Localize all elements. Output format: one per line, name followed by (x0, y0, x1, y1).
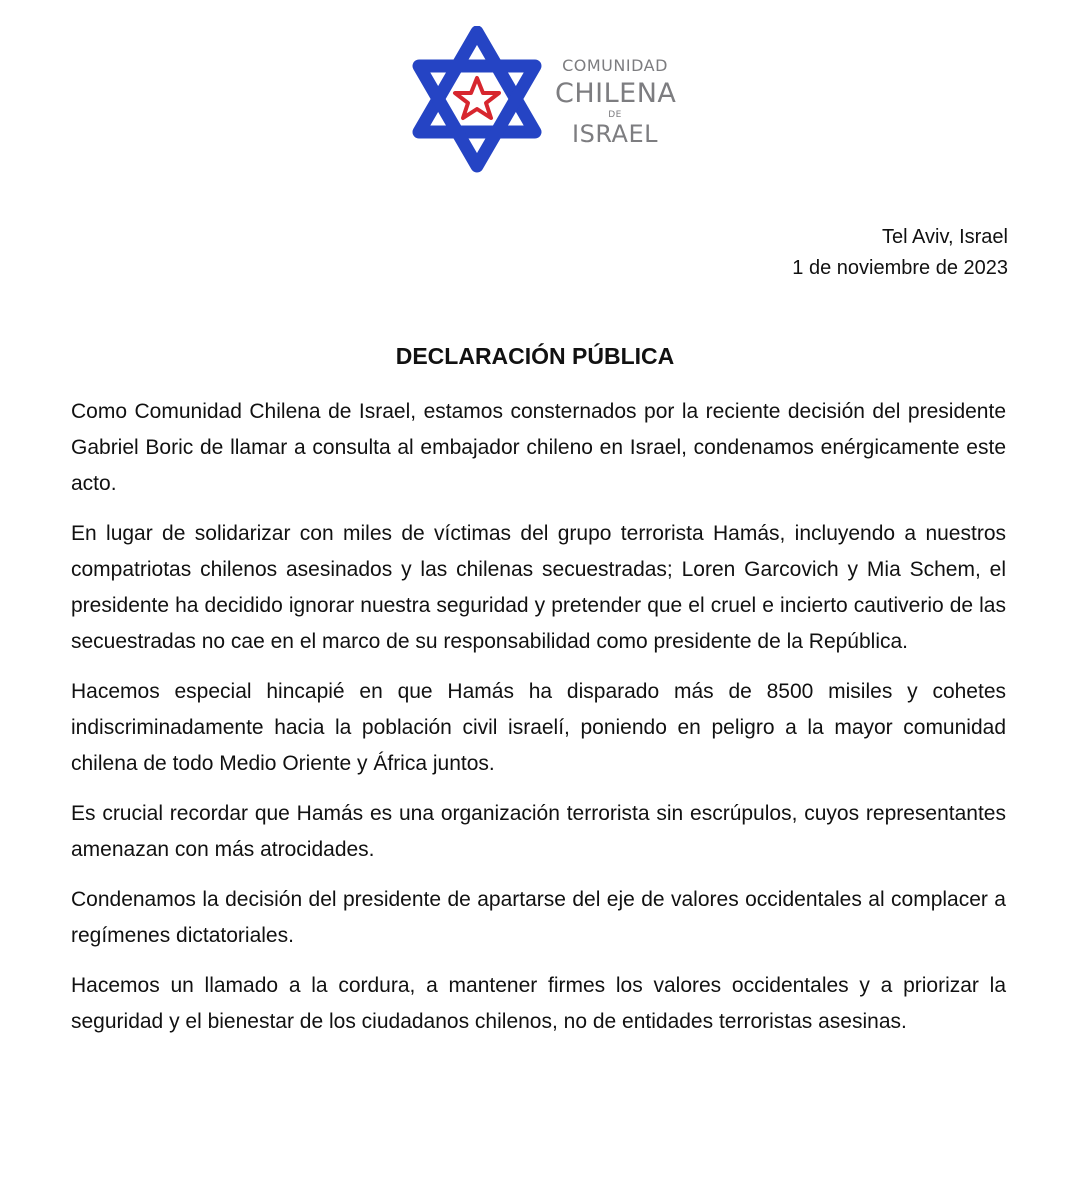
declaration-body (71, 394, 1006, 1054)
star-of-david-icon (405, 26, 555, 176)
place-and-date (792, 222, 1008, 284)
logo-line-comunidad: COMUNIDAD (562, 56, 668, 75)
date-text: 1 de noviembre de 2023 (792, 257, 1008, 279)
paragraph: Hacemos especial hincapié en que Hamás ha disparado más de 8500 misiles y cohetes indiscriminadamente hacia la población civil israelí, poniendo en peligro a la mayor comunidad chilena de todo Medio Oriente y África juntos. (71, 680, 1006, 775)
inner-red-star-icon (455, 78, 499, 118)
logo-line-israel: ISRAEL (572, 120, 658, 148)
paragraph: Hacemos un llamado a la cordura, a mantener firmes los valores occidentales y a priorizar la seguridad y el bienestar de los ciudadanos chilenos, no de entidades terroristas asesinas. (71, 974, 1006, 1033)
community-logo (405, 26, 675, 176)
logo-line-chilena: CHILENA (555, 78, 677, 109)
logo-line-de: DE (608, 110, 622, 120)
place-text: Tel Aviv, Israel (882, 226, 1008, 248)
paragraph: Como Comunidad Chilena de Israel, estamos consternados por la reciente decisión del presidente Gabriel Boric de llamar a consulta al embajador chileno en Israel, condenamos enérgicamente este acto. (71, 400, 1006, 495)
document-title: DECLARACIÓN PÚBLICA (395, 343, 675, 369)
paragraph: En lugar de solidarizar con miles de víctimas del grupo terrorista Hamás, incluyendo a nuestros compatriotas chilenos asesinados y las chilenas secuestradas; Loren Garcovich y Mia Schem, el presidente ha decidido ignorar nuestra seguridad y pretender que el cruel e incierto cautiverio de las secuestradas no cae en el marco de su responsabilidad como presidente de la República. (71, 522, 1006, 653)
paragraph: Es crucial recordar que Hamás es una organización terrorista sin escrúpulos, cuyos representantes amenazan con más atrocidades. (71, 802, 1006, 861)
paragraph: Condenamos la decisión del presidente de apartarse del eje de valores occidentales al complacer a regímenes dictatoriales. (71, 888, 1006, 947)
logo-wordmark (555, 56, 675, 148)
